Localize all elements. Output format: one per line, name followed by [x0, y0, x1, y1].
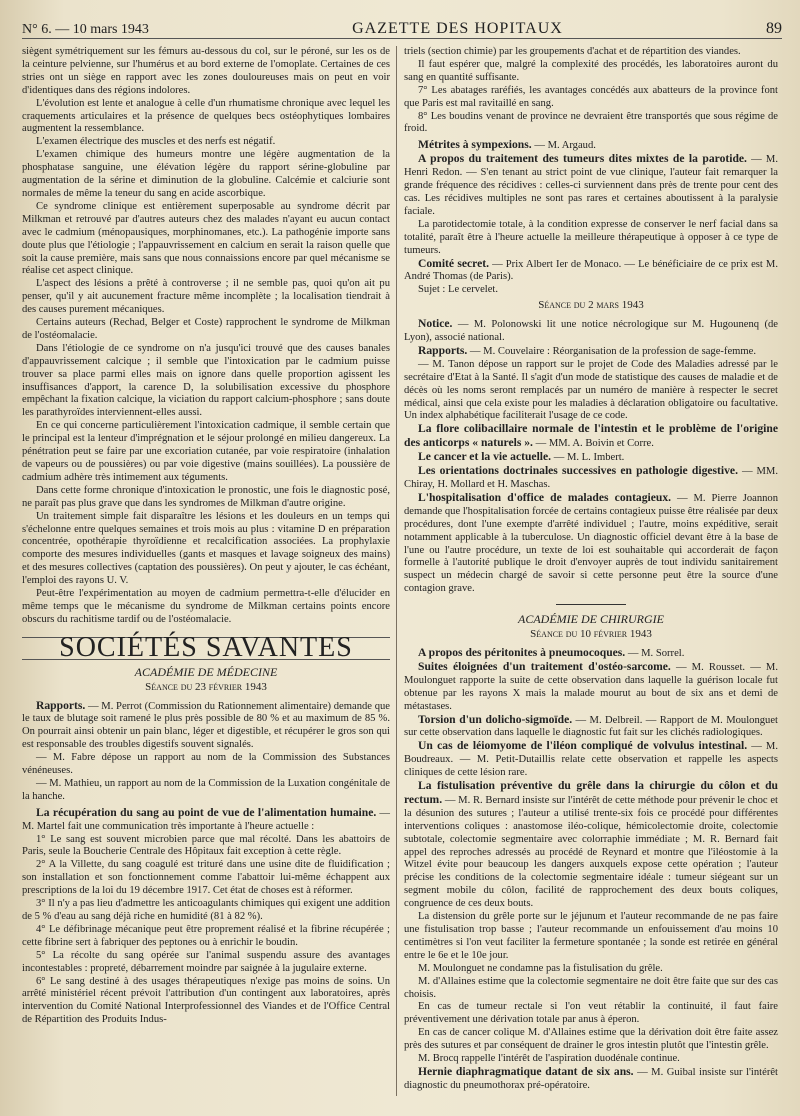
item-heading: A propos des péritonites à pneumocoques. — [418, 645, 626, 659]
item-text: — M. Boudreaux. — M. Petit-Dutaillis relate cette observation et rappelle les aspects cliniques de cette lésion rare. — [404, 741, 778, 779]
page-number: 89 — [765, 20, 782, 37]
divider-rule — [556, 604, 626, 605]
item-text: — M. Couvelaire : Réorganisation de la profession de sage-femme. — [467, 345, 756, 357]
item-text: — M. Pierre Joannon demande que l'hospitalisation forcée de certains contagieux puisse être réalisée par deux procédures, dont l'une exempte d'arrêté individuel ; l'autre, moins expéditive, serait notamment applicable à la tuberculose. Un diagnostic officiel devant être à la base de l'une ou l'autre procédure, un texte de loi est souhaitable qui accorderait de façon formelle à l'autorité publique le droit d'envoyer auprès de tout individu sanitairement suspect un médecin chargé de savoir si cette personne peut être la source d'une contagion grave. — [404, 492, 779, 595]
paragraph: Dans l'étiologie de ce syndrome on n'a jusqu'ici trouvé que des causes banales d'appauvrissement calcique ; il semble que l'intoxication par le cadmium puisse trouver sa place parmi elles mais on ignore dans quelle proportion agissent les insuffisances d'apport, la carence D, la solubilisation excessive du phosphore empêchant la fixation calcique, la viciation du rapport calcium-phosphore ; sans doute les parathyroïdes interviennent-elles aussi. — [22, 342, 390, 419]
list-item: 4° Le défibrinage mécanique peut être proprement réalisé et la fibrine récupérée ; cette fibrine sert à fabriquer des peptones ou à enrichir le boudin. — [22, 923, 390, 948]
paragraph: L'aspect des lésions a prêté à controverse ; il ne semble pas, quoi qu'on ait pu penser, qu'il y ait aucunement fracture même incomplète ; la localisation tiendrait à des causes purement mécaniques. — [22, 278, 390, 316]
paragraph: Certains auteurs (Rechad, Belger et Coste) rapprochent le syndrome de Milkman de l'ostéomalacie. — [22, 317, 390, 341]
item-text: — MM. A. Boivin et Corre. — [532, 438, 654, 450]
paragraph: Un traitement simple fait disparaître les lésions et les douleurs en un temps qui s'échelonne entre quelques semaines et trois mois au plus : vitamine D en préparation concentrée, opothérapie thyroïdienne et recalcification associées. La prophylaxie comporte des mesures individuelles (gants et masques et lavage soigneux des mains) et des mesures collectives (captation des poussières). On peut y ajouter, le cas échéant, l'emploi des rayons U. V. — [22, 510, 390, 587]
item-heading: Un cas de léiomyome de l'iléon compliqué de volvulus intestinal. — [418, 739, 748, 753]
paragraph: 7° Les abatages raréfiés, les avantages concédés aux abatteurs de la province font que Paris est mal ravitaillé en sang. — [404, 84, 778, 109]
item-text: — M. Henri Redon. — S'en tenant au strict point de vue clinique, l'auteur fait remarquer la grande fréquence des récidives : celles-ci surviennent dans près de trente pour cent des cas. Les récidives multiples ne sont pas rares et certaines aboutissent à la paralysie faciale. — [404, 154, 778, 217]
paragraph: M. Brocq rappelle l'intérêt de l'aspiration duodénale continue. — [418, 1053, 680, 1065]
item-text: — MM. Chiray, H. Mollard et H. Maschas. — [404, 466, 778, 490]
item-text: — Prix Albert Ier de Monaco. — Le bénéficiaire de ce prix est M. André Thomas (de Paris). — [404, 258, 778, 283]
item-heading: Le cancer et la vie actuelle. — [418, 450, 552, 464]
session-date: Séance du 10 février 1943 — [530, 628, 652, 641]
journal-title: GAZETTE DES HOPITAUX — [352, 20, 563, 37]
paragraph: En cas de cancer colique M. d'Allaines estime que la dérivation doit être faite assez près des sutures et par conséquent de drainer le gros intestin plutôt que l'intestin grêle. — [404, 1027, 778, 1052]
paragraph: 8° Les boudins venant de province ne devraient être transportés que sous régime de froid. — [404, 110, 778, 135]
item-heading: L'hospitalisation d'office de malades contagieux. — [418, 490, 672, 504]
item-heading: Torsion d'un dolicho-sigmoïde. — [418, 712, 573, 726]
item-heading: A propos du traitement des tumeurs dites mixtes de la parotide. — [418, 152, 747, 166]
paragraph: Il faut espérer que, malgré la complexité des procédés, les laboratoires auront du sang en quantité suffisante. — [404, 58, 778, 83]
list-item: 6° Le sang destiné à des usages thérapeutiques n'exige pas moins de soins. Un arrêté ministériel récent prévoit l'attribution d'un contingent aux laboratoires, après intervention du Comité National Interprofessionnel des Viandes et de l'Office Central de Répartition des Produits Indus- — [22, 975, 390, 1026]
item-text: — M. L. Imbert. — [551, 452, 625, 464]
item-text: — M. Perrot (Commission du Rationnement alimentaire) demande que le taux de blutage soit ramené le plus près possible de 80 % et au maximum de 85 %. On pourrait ainsi obtenir un pain blanc, léger et digestible, et récupérer le gros son qui est responsable des troubles digestifs souvent signalés. — [22, 700, 390, 751]
item-text: — M. R. Bernard insiste sur l'intérêt de cette méthode pour prévenir le choc et la désunion des sutures ; l'auteur a utilisé trente-six fois ce procédé pour différentes interventions coliques : anastomose iléo-colique, hémicolectomie droite, colectomie subtotale, colectomie segmentaire avec colorraphie immédiate ; M. R. Bernard fait appel des reproches adressés au procédé de Reynard et montre que l'iléostomie à la Witzel évite pour beaucoup les dangers auxquels expose cette opération ; l'auteur précise les conditions de la colectomie segmentaire idéale : tumeur siégeant sur un segment mobile du côlon, facilité de rapprochement des deux bouts coliques, congruence de ces deux bouts. — [404, 794, 778, 910]
paragraph: En cas de tumeur rectale si l'on veut rétablir la continuité, il faut faire préventivement une dérivation totale par anus à éperon. — [404, 1001, 778, 1026]
item-heading: Comité secret. — [418, 256, 490, 270]
right-column — [404, 46, 778, 1093]
paragraph: Peut-être l'expérimentation au moyen de cadmium permettra-t-elle d'élucider en même temps que le mécanisme du syndrome de Milkman certains points encore obscurs du rachitisme tardif ou de l'ostéomalacie. — [22, 588, 390, 625]
paragraph: L'examen électrique des muscles et des nerfs est négatif. — [36, 136, 276, 148]
item-text: — M. Guibal insiste sur l'intérêt diagnostic du pneumothorax pré-opératoire. — [404, 1066, 778, 1091]
academy-heading: ACADÉMIE DE CHIRURGIE — [518, 612, 664, 627]
item-text: — M. Polonowski lit une notice nécrologique sur M. Hugounenq (de Lyon), associé national. — [404, 319, 778, 344]
paragraph: La distension du grêle porte sur le jéjunum et l'auteur recommande de ne pas faire une fistulisation trop basse ; l'auteur recommande un enfouissement d'au moins 10 centimètres si l'on veut faciliter la fermeture spontanée ; la sonde est retirée en général entre le 6e et le 10e jour. — [404, 911, 778, 961]
paragraph: — M. Mathieu, un rapport au nom de la Commission de la Luxation congénitale de la hanche. — [22, 777, 390, 802]
paragraph: L'examen chimique des humeurs montre une légère augmentation de la phosphatase sanguine, une élévation légère du rapport sérine-globuline par augmentation de la sérine et diminution de la globuline. Calcémie et calciurie sont normales de même la teneur du sang en acide ascorbique. — [22, 149, 390, 199]
list-item: 2° A la Villette, du sang coagulé est trituré dans une usine dite de fluidification ; son installation et son fonctionnement comme l'abattoir lui-même échappent aux prescriptions de la loi du 19 décembre 1917. Cet état de choses est à réformer. — [22, 859, 390, 897]
paragraph: triels (section chimie) par les groupements d'achat et de répartition des viandes. — [404, 46, 741, 57]
item-text: — M. Martel fait une communication très importante à l'heure actuelle : — [22, 807, 390, 832]
paragraph: La parotidectomie totale, à la condition expresse de conserver le nerf facial dans sa totalité, paraît être à l'heure actuelle la meilleure thérapeutique à opposer à ce type de tumeurs. — [404, 218, 778, 256]
item-heading: Suites éloignées d'un traitement d'ostéo-sarcome. — [418, 659, 671, 673]
issue-date: N° 6. — 10 mars 1943 — [22, 22, 149, 37]
session-date: Séance du 2 mars 1943 — [538, 299, 644, 312]
session-date: Séance du 23 février 1943 — [145, 680, 267, 693]
list-item: 3° Il n'y a pas lieu d'admettre les anticoagulants chimiques qui exigent une addition de 5 % d'eau au sang déjà riche en humidité (81 à 82 %). — [22, 898, 390, 922]
paragraph: Ce syndrome clinique est entièrement superposable au syndrome décrit par Milkman et retrouvé par d'autres auteurs chez des malades n'ayant eu aucun contact avec le cadmium (ménopausiques, morphinomanes, etc.). La pathogénie importe sans doute plus que l'étiologie ; l'appauvrissement en calcium en serait la raison quelle que soit la cause première, mais sans que nous connaissions encore par quel mécanisme se réalise cet aspect clinique. — [22, 200, 390, 277]
item-heading: Rapports. — [418, 343, 468, 357]
item-heading: La fistulisation préventive du grêle dans la chirurgie du côlon et du rectum. — [404, 779, 778, 806]
column-divider — [396, 46, 397, 1096]
item-heading: Notice. — [418, 317, 453, 331]
item-heading: La récupération du sang au point de vue de l'alimentation humaine. — [36, 805, 377, 819]
item-heading: Rapports. — [36, 698, 86, 712]
academy-heading: ACADÉMIE DE MÉDECINE — [134, 664, 278, 679]
paragraph: siègent symétriquement sur les fémurs au-dessous du col, sur le péroné, sur les os de la ceinture pelvienne, sur l'humérus et au bord externe de l'omoplate. Certaines de ces stries ont un siège en rapport avec les zones douloureuses mais on peut en voir d'identiques dans des régions indolores. — [22, 46, 390, 96]
page-header — [22, 16, 782, 39]
paragraph: En ce qui concerne particulièrement l'intoxication cadmique, il semble certain que le principal est la lenteur d'imprégnation et le séjour prolongé en milieu dangereux. La pénétration peut se faire par une excoriation cutanée, par voie respiratoire (inhalation de vapeurs ou de poussières) ou par voie digestive (mains souillées). La poussière de cadmium adhère très intimement aux téguments. — [22, 420, 390, 483]
paragraph: M. d'Allaines estime que la colectomie segmentaire ne doit être faite que sur des cas choisis. — [404, 975, 778, 1000]
paragraph: Sujet : Le cervelet. — [418, 284, 499, 296]
left-column — [22, 46, 390, 1027]
paragraph: L'évolution est lente et analogue à celle d'un rhumatisme chronique avec lequel les craquements articulaires et la présence de quelques becs ostéophytiques lombaires augmentent la ressemblance. — [22, 97, 390, 135]
list-item: 1° Le sang est souvent microbien parce que mal récolté. Dans les abattoirs de Paris, seule la Boucherie Centrale des Hôpitaux fait exception à cette règle. — [22, 833, 390, 858]
section-title: SOCIÉTÉS SAVANTES — [22, 637, 390, 660]
item-heading: La flore colibacillaire normale de l'intestin et le problème de l'origine des anticorps « naturels ». — [404, 422, 778, 450]
item-text: — M. Argaud. — [531, 140, 596, 152]
list-item: 5° La récolte du sang opérée sur l'animal suspendu assure des avantages incontestables : propreté, débarrement moindre par saignée à la jugulaire externe. — [22, 949, 390, 974]
paragraph: — M. Tanon dépose un rapport sur le projet de Code des Maladies adressé par le secrétaire d'Etat à la Santé. Il s'agit d'un mode de statistique des causes de maladie et de décès où les noms seront remplacés par un numéro de manière à respecter le secret médical, ainsi que cela existe pour les maladies à déclaration obligatoire ou facultative. Un index alphabétique faciliterait l'usage de ce code. — [404, 358, 778, 422]
item-heading: Métrites à sympexions. — [418, 138, 532, 152]
item-text: — M. Rousset. — M. Moulonguet rapporte la suite de cette observation dans laquelle la guérison locale fut obtenue par les rayons X mais la malade mourut au bout de six ans et demi de métastases. — [404, 661, 778, 712]
item-text: — M. Delbreil. — Rapport de M. Moulonguet sur cette observation dans laquelle le diagnostic fut fait sur les clichés radiologiques. — [404, 714, 778, 739]
item-heading: Les orientations doctrinales successives en pathologie digestive. — [418, 464, 738, 478]
paragraph: M. Moulonguet ne condamne pas la fistulisation du grêle. — [418, 962, 663, 974]
item-text: — M. Sorrel. — [625, 647, 685, 659]
paragraph: — M. Fabre dépose un rapport au nom de la Commission des Substances vénéneuses. — [22, 752, 390, 777]
item-heading: Hernie diaphragmatique datant de six ans. — [418, 1064, 634, 1078]
paragraph: Dans cette forme chronique d'intoxication le pronostic, une fois le diagnostic posé, ne paraît pas plus grave que dans les syndromes de Milkman d'autre origine. — [22, 484, 390, 509]
